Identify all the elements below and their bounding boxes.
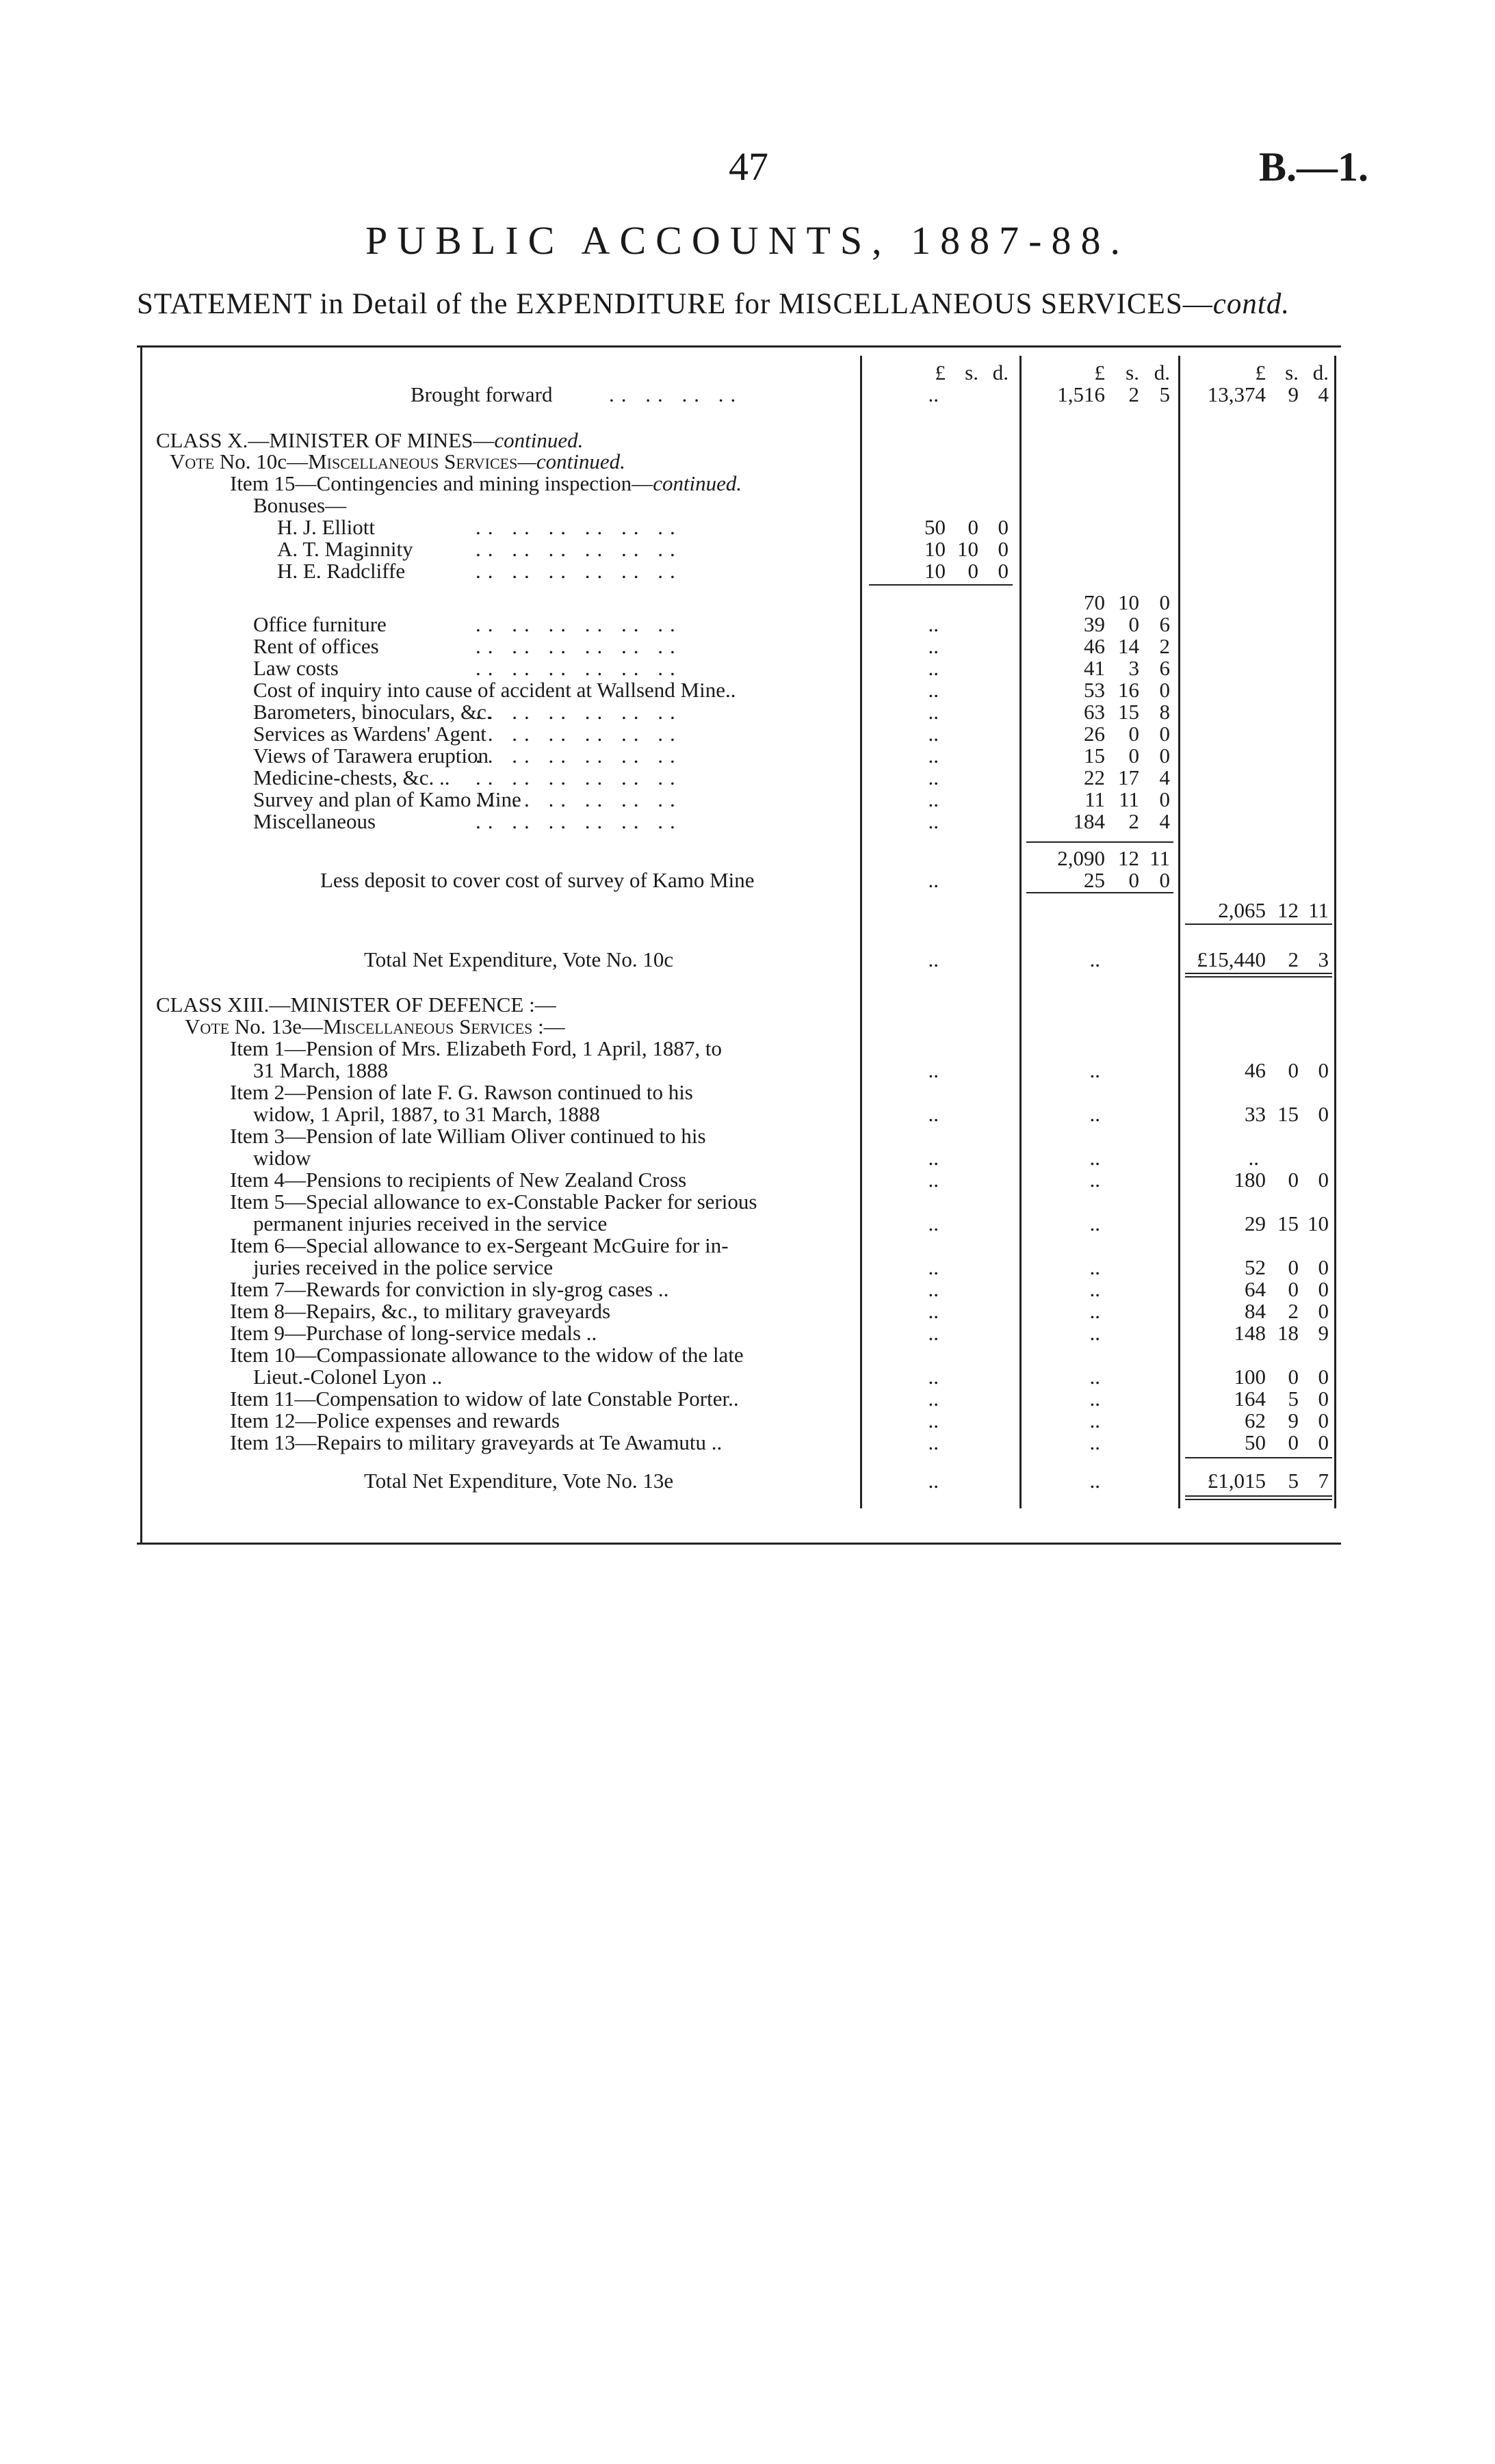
- item-15-continued: continued.: [653, 471, 742, 495]
- dot-leader: .. .. .. .. .. ..: [476, 722, 682, 746]
- defence-item-text: Item 2—Pension of late F. G. Rawson continued to his: [230, 1080, 693, 1104]
- defence-item-amount-pounds: 84: [1245, 1299, 1266, 1323]
- defence-item-line1: [0, 1190, 1495, 1213]
- contingency-row: [0, 744, 1495, 767]
- dot-leader: .. .. .. .. .. ..: [476, 765, 682, 789]
- bonus-name: H. E. Radcliffe: [277, 559, 406, 583]
- defence-item-text: Item 8—Repairs, &c., to military graveyards: [230, 1299, 611, 1323]
- contingency-amount-shillings: 16: [1118, 678, 1139, 702]
- dot-leader: .. .. .. .. .. ..: [476, 700, 682, 724]
- dot-leader: .. .. .. .. .. ..: [476, 809, 682, 833]
- page-number: 47: [729, 144, 768, 189]
- defence-item-c1: ..: [928, 1387, 939, 1411]
- defence-item-amount-shillings: 18: [1277, 1321, 1299, 1345]
- brought-forward-c2-shillings: 2: [1128, 382, 1139, 406]
- defence-item-text-continued: juries received in the police service: [253, 1255, 554, 1279]
- defence-item-line2: [0, 1256, 1495, 1279]
- defence-item-text: Item 7—Rewards for conviction in sly-grog cases ..: [230, 1277, 669, 1301]
- defence-item-amount-pounds: 33: [1245, 1102, 1266, 1126]
- contingency-row: [0, 700, 1495, 723]
- defence-item-line1: [0, 1125, 1495, 1147]
- column-header-row: [0, 361, 1495, 384]
- class-xiii-total-c1: ..: [928, 1469, 939, 1493]
- class-xiii-vote: [0, 1015, 1495, 1038]
- defence-item-c2: ..: [1089, 1102, 1100, 1126]
- class-x-heading-italic: continued.: [494, 428, 584, 452]
- contingency-c1: ..: [928, 722, 939, 746]
- defence-item-amount-shillings: 0: [1288, 1365, 1299, 1389]
- defence-item-amount-pence: 0: [1318, 1255, 1329, 1279]
- brought-forward-c2-pence: 5: [1159, 382, 1170, 406]
- dot-leader: .. .. .. .. .. ..: [476, 634, 682, 658]
- brought-forward-c3-pence: 4: [1318, 382, 1329, 406]
- class-x-heading-text: CLASS X.—MINISTER OF MINES—continued.: [156, 428, 584, 452]
- vote-prefix: Vote: [185, 1014, 230, 1038]
- pre-total-rule: [1185, 1457, 1332, 1458]
- contingency-c1: ..: [928, 634, 939, 658]
- vote-services: Miscellaneous Services: [308, 449, 518, 473]
- subtotal-shillings: 12: [1118, 846, 1139, 870]
- defence-item-amount-shillings: 15: [1277, 1211, 1299, 1235]
- defence-item-amount-pence: 0: [1318, 1277, 1329, 1301]
- defence-item-amount-shillings: 0: [1288, 1430, 1299, 1454]
- defence-item-text: Item 9—Purchase of long-service medals ..: [230, 1321, 597, 1345]
- defence-item-text: Item 6—Special allowance to ex-Sergeant McGuire for in-: [230, 1233, 729, 1257]
- defence-item-amount-pounds: 62: [1245, 1408, 1266, 1432]
- class-x-heading: [0, 429, 1495, 451]
- less-deposit-c1: ..: [928, 868, 939, 892]
- contingency-name: Office furniture: [253, 612, 387, 636]
- brought-forward-label: Brought forward: [411, 382, 553, 406]
- bonus-sum-rule: [869, 584, 1013, 586]
- defence-item-line1: [0, 1037, 1495, 1060]
- c1-header-pence: d.: [992, 361, 1009, 384]
- bonuses-heading: [0, 494, 1495, 516]
- contingency-row: [0, 722, 1495, 745]
- defence-item-row: [0, 1387, 1495, 1410]
- contingency-name: Rent of offices: [253, 634, 379, 658]
- defence-item-amount-shillings: 15: [1277, 1102, 1299, 1126]
- class-xiii-heading-text: CLASS XIII.—MINISTER OF DEFENCE :—: [156, 993, 556, 1017]
- defence-item-amount-pence: 0: [1318, 1387, 1329, 1411]
- bonus-row: [0, 516, 1495, 538]
- brought-forward-c3-pounds: 13,374: [1207, 382, 1266, 406]
- defence-item-line1: [0, 1081, 1495, 1103]
- defence-item-c1: ..: [928, 1255, 939, 1279]
- defence-item-c2: ..: [1089, 1408, 1100, 1432]
- c1-header-pounds: £: [935, 361, 946, 384]
- defence-item-amount-pence: 0: [1318, 1365, 1329, 1389]
- brought-forward-c2-pounds: 1,516: [1057, 382, 1105, 406]
- defence-item-c3: ..: [1248, 1146, 1259, 1170]
- subtotal-pence: 11: [1149, 846, 1170, 870]
- contingency-amount-shillings: 0: [1128, 744, 1139, 768]
- class-xiii-vote-text: [185, 1015, 565, 1038]
- net-rule: [1026, 892, 1173, 893]
- c3-header-shillings: s.: [1285, 361, 1299, 384]
- class-xiii-total-pounds: £1,015: [1207, 1469, 1266, 1493]
- contingency-c1: ..: [928, 700, 939, 724]
- contingency-name: Cost of inquiry into cause of accident at Wallsend Mine..: [253, 678, 736, 702]
- dot-leader: .. .. .. ..: [609, 382, 743, 406]
- class-x-vote: [0, 450, 1495, 473]
- class-x-total-row: [0, 948, 1495, 971]
- brought-forward-row: [0, 383, 1495, 406]
- vote-prefix: Vote: [170, 449, 215, 473]
- bonus-total-row: [0, 591, 1495, 614]
- defence-item-row: [0, 1168, 1495, 1191]
- class-x-total-pounds: £15,440: [1197, 947, 1266, 971]
- contingency-name: Medicine-chests, &c. ..: [253, 765, 450, 789]
- defence-item-amount-pence: 0: [1318, 1058, 1329, 1082]
- defence-item-row: [0, 1300, 1495, 1322]
- contingency-name: Views of Tarawera eruption: [253, 744, 489, 768]
- contingency-row: [0, 635, 1495, 657]
- contingency-row: [0, 788, 1495, 811]
- pre-total-rule: [1185, 923, 1332, 925]
- subtotal-rule: [1026, 841, 1173, 843]
- defence-item-c2: ..: [1089, 1430, 1100, 1454]
- contingency-row: [0, 810, 1495, 833]
- less-deposit-pence: 0: [1159, 868, 1170, 892]
- defence-item-amount-shillings: 9: [1288, 1408, 1299, 1432]
- dot-leader: .. .. .. .. .. ..: [476, 515, 682, 539]
- defence-item-c2: ..: [1089, 1146, 1100, 1170]
- defence-item-c2: ..: [1089, 1277, 1100, 1301]
- defence-item-line1: [0, 1344, 1495, 1366]
- c3-header-pounds: £: [1255, 361, 1266, 384]
- defence-item-amount-shillings: 0: [1288, 1277, 1299, 1301]
- defence-item-amount-shillings: 0: [1288, 1058, 1299, 1082]
- defence-item-c1: ..: [928, 1211, 939, 1235]
- document-title: PUBLIC ACCOUNTS, 1887-88.: [365, 218, 1130, 263]
- net-amount-pounds: 2,065: [1218, 898, 1266, 922]
- dot-leader: .. .. .. .. .. ..: [476, 612, 682, 636]
- net-amount-shillings: 12: [1277, 898, 1299, 922]
- contingency-amount-pence: 8: [1159, 700, 1170, 724]
- contingency-c1: ..: [928, 765, 939, 789]
- bonus-amount-shillings: 0: [967, 559, 978, 583]
- subtotal-row: [0, 847, 1495, 869]
- contingency-amount-pence: 0: [1159, 678, 1170, 702]
- defence-item-line2: [0, 1146, 1495, 1169]
- contingency-amount-pence: 0: [1159, 744, 1170, 768]
- defence-item-c1: ..: [928, 1321, 939, 1345]
- c2-header-pence: d.: [1154, 361, 1170, 384]
- defence-item-amount-pence: 0: [1318, 1168, 1329, 1192]
- contingency-c1: ..: [928, 612, 939, 636]
- contingency-amount-pounds: 11: [1084, 787, 1105, 811]
- statement-subtitle: [137, 287, 1290, 321]
- defence-item-c2: ..: [1089, 1365, 1100, 1389]
- defence-item-c1: ..: [928, 1058, 939, 1082]
- defence-item-c1: ..: [928, 1299, 939, 1323]
- contingency-amount-pence: 0: [1159, 787, 1170, 811]
- bonus-amount-pounds: 10: [924, 559, 946, 583]
- contingency-c1: ..: [928, 678, 939, 702]
- contingency-amount-shillings: 11: [1119, 787, 1139, 811]
- contingency-amount-pence: 0: [1159, 722, 1170, 746]
- defence-item-c2: ..: [1089, 1299, 1100, 1323]
- item-15-text: Item 15—Contingencies and mining inspection—continued.: [230, 471, 742, 495]
- defence-item-amount-pence: 10: [1308, 1211, 1329, 1235]
- defence-item-amount-pounds: 64: [1245, 1277, 1266, 1301]
- defence-item-amount-pounds: 164: [1234, 1387, 1266, 1411]
- defence-item-amount-pounds: 148: [1234, 1321, 1266, 1345]
- subtitle-main: STATEMENT in Detail of the EXPENDITURE for MISCELLANEOUS SERVICES—: [137, 288, 1213, 320]
- defence-item-text: Item 1—Pension of Mrs. Elizabeth Ford, 1 April, 1887, to: [230, 1036, 722, 1060]
- defence-item-c1: ..: [928, 1430, 939, 1454]
- defence-item-amount-pounds: 180: [1234, 1168, 1266, 1192]
- defence-item-amount-pence: 0: [1318, 1102, 1329, 1126]
- defence-item-c1: ..: [928, 1146, 939, 1170]
- contingency-amount-shillings: 0: [1128, 612, 1139, 636]
- contingency-name: Services as Wardens' Agent: [253, 722, 486, 746]
- defence-item-c1: ..: [928, 1365, 939, 1389]
- bonus-name: A. T. Maginnity: [277, 537, 413, 561]
- contingency-amount-pence: 6: [1159, 656, 1170, 680]
- defence-item-c2: ..: [1089, 1058, 1100, 1082]
- defence-item-text-continued: widow: [253, 1146, 311, 1170]
- total-rule-a: [1185, 1495, 1332, 1497]
- defence-item-row: [0, 1431, 1495, 1454]
- defence-item-c2: ..: [1089, 1211, 1100, 1235]
- contingency-amount-pounds: 41: [1084, 656, 1105, 680]
- bonus-amount-pence: 0: [998, 537, 1009, 561]
- defence-item-amount-pounds: 100: [1234, 1365, 1266, 1389]
- subtotal-pounds: 2,090: [1057, 846, 1105, 870]
- defence-item-row: [0, 1409, 1495, 1432]
- defence-item-amount-shillings: 2: [1288, 1299, 1299, 1323]
- total-rule-a: [1185, 973, 1332, 974]
- defence-item-line2: [0, 1103, 1495, 1125]
- defence-item-text: Item 4—Pensions to recipients of New Zealand Cross: [230, 1168, 687, 1192]
- contingency-c1: ..: [928, 744, 939, 768]
- contingency-amount-pence: 4: [1159, 765, 1170, 789]
- contingency-amount-shillings: 15: [1118, 700, 1139, 724]
- defence-item-line1: [0, 1234, 1495, 1257]
- defence-item-text-continued: Lieut.-Colonel Lyon ..: [253, 1365, 443, 1389]
- contingency-amount-shillings: 2: [1128, 809, 1139, 833]
- class-xiii-total-shillings: 5: [1288, 1469, 1299, 1493]
- dot-leader: .. .. .. .. .. ..: [476, 537, 682, 561]
- vote-number: No. 13e—: [229, 1014, 324, 1038]
- class-x-total-shillings: 2: [1288, 947, 1299, 971]
- bonus-total-pounds: 70: [1084, 590, 1105, 614]
- contingency-row: [0, 679, 1495, 701]
- less-deposit-label: Less deposit to cover cost of survey of Kamo Mine: [320, 868, 755, 892]
- c3-header-pence: d.: [1312, 361, 1329, 384]
- contingency-amount-pounds: 26: [1084, 722, 1105, 746]
- defence-item-text: Item 12—Police expenses and rewards: [230, 1408, 560, 1432]
- bonus-amount-pence: 0: [998, 515, 1009, 539]
- defence-item-amount-pence: 0: [1318, 1299, 1329, 1323]
- vote-services: Miscellaneous Services: [323, 1014, 533, 1038]
- contingency-amount-shillings: 0: [1128, 722, 1139, 746]
- defence-item-c2: ..: [1089, 1321, 1100, 1345]
- defence-item-c1: ..: [928, 1168, 939, 1192]
- net-row: [0, 899, 1495, 921]
- less-deposit-pounds: 25: [1084, 868, 1105, 892]
- less-deposit-shillings: 0: [1128, 868, 1139, 892]
- defence-item-c2: ..: [1089, 1255, 1100, 1279]
- bonus-amount-pounds: 10: [924, 537, 946, 561]
- net-amount-pence: 11: [1308, 898, 1329, 922]
- brought-forward-c1: ..: [928, 382, 939, 406]
- defence-item-text: Item 10—Compassionate allowance to the widow of the late: [230, 1343, 744, 1367]
- contingency-amount-pence: 6: [1159, 612, 1170, 636]
- contingency-amount-pounds: 184: [1073, 809, 1105, 833]
- bonus-row: [0, 560, 1495, 582]
- class-x-total-label: Total Net Expenditure, Vote No. 10c: [364, 947, 674, 971]
- bonus-amount-shillings: 10: [957, 537, 978, 561]
- contingency-name: Miscellaneous: [253, 809, 376, 833]
- contingency-amount-pounds: 15: [1084, 744, 1105, 768]
- bonus-total-pence: 0: [1159, 590, 1170, 614]
- dot-leader: .. .. .. .. .. ..: [476, 787, 682, 811]
- contingency-c1: ..: [928, 809, 939, 833]
- class-x-total-c2: ..: [1089, 947, 1100, 971]
- vote-tail: :—: [532, 1014, 565, 1038]
- defence-item-text-continued: permanent injuries received in the service: [253, 1211, 608, 1235]
- defence-item-text: Item 3—Pension of late William Oliver continued to his: [230, 1124, 706, 1148]
- defence-item-c1: ..: [928, 1277, 939, 1301]
- vote-number: No. 10c—: [214, 449, 309, 473]
- defence-item-amount-pounds: 50: [1245, 1430, 1266, 1454]
- class-xiii-heading: [0, 993, 1495, 1016]
- brought-forward-c3-shillings: 9: [1288, 382, 1299, 406]
- bonus-row: [0, 538, 1495, 560]
- defence-item-text: Item 13—Repairs to military graveyards at Te Awamutu ..: [230, 1430, 723, 1454]
- defence-item-amount-pence: 9: [1318, 1321, 1329, 1345]
- defence-item-amount-shillings: 5: [1288, 1387, 1299, 1411]
- contingency-amount-pounds: 63: [1084, 700, 1105, 724]
- contingency-amount-shillings: 17: [1118, 765, 1139, 789]
- defence-item-amount-pence: 0: [1318, 1408, 1329, 1432]
- document-code: B.—1.: [1259, 144, 1369, 189]
- c2-header-pounds: £: [1094, 361, 1105, 384]
- contingency-c1: ..: [928, 656, 939, 680]
- contingency-amount-shillings: 14: [1118, 634, 1139, 658]
- contingency-row: [0, 613, 1495, 635]
- subtitle-italic: contd.: [1212, 288, 1290, 320]
- defence-item-amount-pounds: 52: [1245, 1255, 1266, 1279]
- contingency-c1: ..: [928, 787, 939, 811]
- table-top-rule: [137, 345, 1341, 348]
- contingency-row: [0, 657, 1495, 679]
- defence-item-row: [0, 1322, 1495, 1344]
- total-rule-b: [1185, 976, 1332, 978]
- defence-item-c2: ..: [1089, 1387, 1100, 1411]
- contingency-amount-shillings: 3: [1128, 656, 1139, 680]
- defence-item-amount-pounds: 46: [1245, 1058, 1266, 1082]
- contingency-amount-pounds: 22: [1084, 765, 1105, 789]
- contingency-amount-pounds: 46: [1084, 634, 1105, 658]
- contingency-name: Barometers, binoculars, &c.: [253, 700, 492, 724]
- vote-continued: —continued.: [517, 449, 625, 473]
- bonus-amount-pounds: 50: [924, 515, 946, 539]
- bonus-total-shillings: 10: [1118, 590, 1139, 614]
- defence-item-text-continued: 31 March, 1888: [253, 1058, 389, 1082]
- defence-item-line2: [0, 1059, 1495, 1082]
- c1-header-shillings: s.: [965, 361, 978, 384]
- defence-item-text: Item 11—Compensation to widow of late Constable Porter..: [230, 1387, 739, 1411]
- defence-item-text: Item 5—Special allowance to ex-Constable Packer for serious: [230, 1190, 757, 1214]
- class-x-total-c1: ..: [928, 947, 939, 971]
- defence-item-c1: ..: [928, 1102, 939, 1126]
- class-xiii-total-label: Total Net Expenditure, Vote No. 13e: [364, 1469, 674, 1493]
- contingency-amount-pence: 2: [1159, 634, 1170, 658]
- bonuses-label: Bonuses—: [253, 493, 347, 517]
- defence-item-c2: ..: [1089, 1168, 1100, 1192]
- item-15-heading: [0, 472, 1495, 495]
- class-xiii-total-row: [0, 1469, 1495, 1492]
- defence-item-text-continued: widow, 1 April, 1887, to 31 March, 1888: [253, 1102, 600, 1126]
- class-x-vote-text: [170, 450, 625, 473]
- defence-item-amount-pence: 0: [1318, 1430, 1329, 1454]
- dot-leader: .. .. .. .. .. ..: [476, 559, 682, 583]
- contingency-name: Survey and plan of Kamo Mine: [253, 787, 521, 811]
- less-deposit-row: [0, 869, 1495, 891]
- defence-item-c1: ..: [928, 1408, 939, 1432]
- contingency-name: Law costs: [253, 656, 339, 680]
- contingency-amount-pence: 4: [1159, 809, 1170, 833]
- bonus-amount-pence: 0: [998, 559, 1009, 583]
- defence-item-amount-shillings: 0: [1288, 1255, 1299, 1279]
- defence-item-line2: [0, 1365, 1495, 1388]
- total-rule-b: [1185, 1499, 1332, 1500]
- class-x-total-pence: 3: [1318, 947, 1329, 971]
- class-xiii-total-c2: ..: [1089, 1469, 1100, 1493]
- table-bottom-rule: [137, 1543, 1341, 1545]
- dot-leader: .. .. .. .. .. ..: [476, 744, 682, 768]
- defence-item-amount-shillings: 0: [1288, 1168, 1299, 1192]
- contingency-amount-pounds: 39: [1084, 612, 1105, 636]
- c2-header-shillings: s.: [1126, 361, 1139, 384]
- contingency-amount-pounds: 53: [1084, 678, 1105, 702]
- contingency-row: [0, 766, 1495, 789]
- bonus-name: H. J. Elliott: [277, 515, 375, 539]
- class-xiii-total-pence: 7: [1318, 1469, 1329, 1493]
- dot-leader: .. .. .. .. .. ..: [476, 656, 682, 680]
- defence-item-line2: [0, 1212, 1495, 1235]
- bonus-amount-shillings: 0: [967, 515, 978, 539]
- defence-item-amount-pounds: 29: [1245, 1211, 1266, 1235]
- defence-item-row: [0, 1278, 1495, 1300]
